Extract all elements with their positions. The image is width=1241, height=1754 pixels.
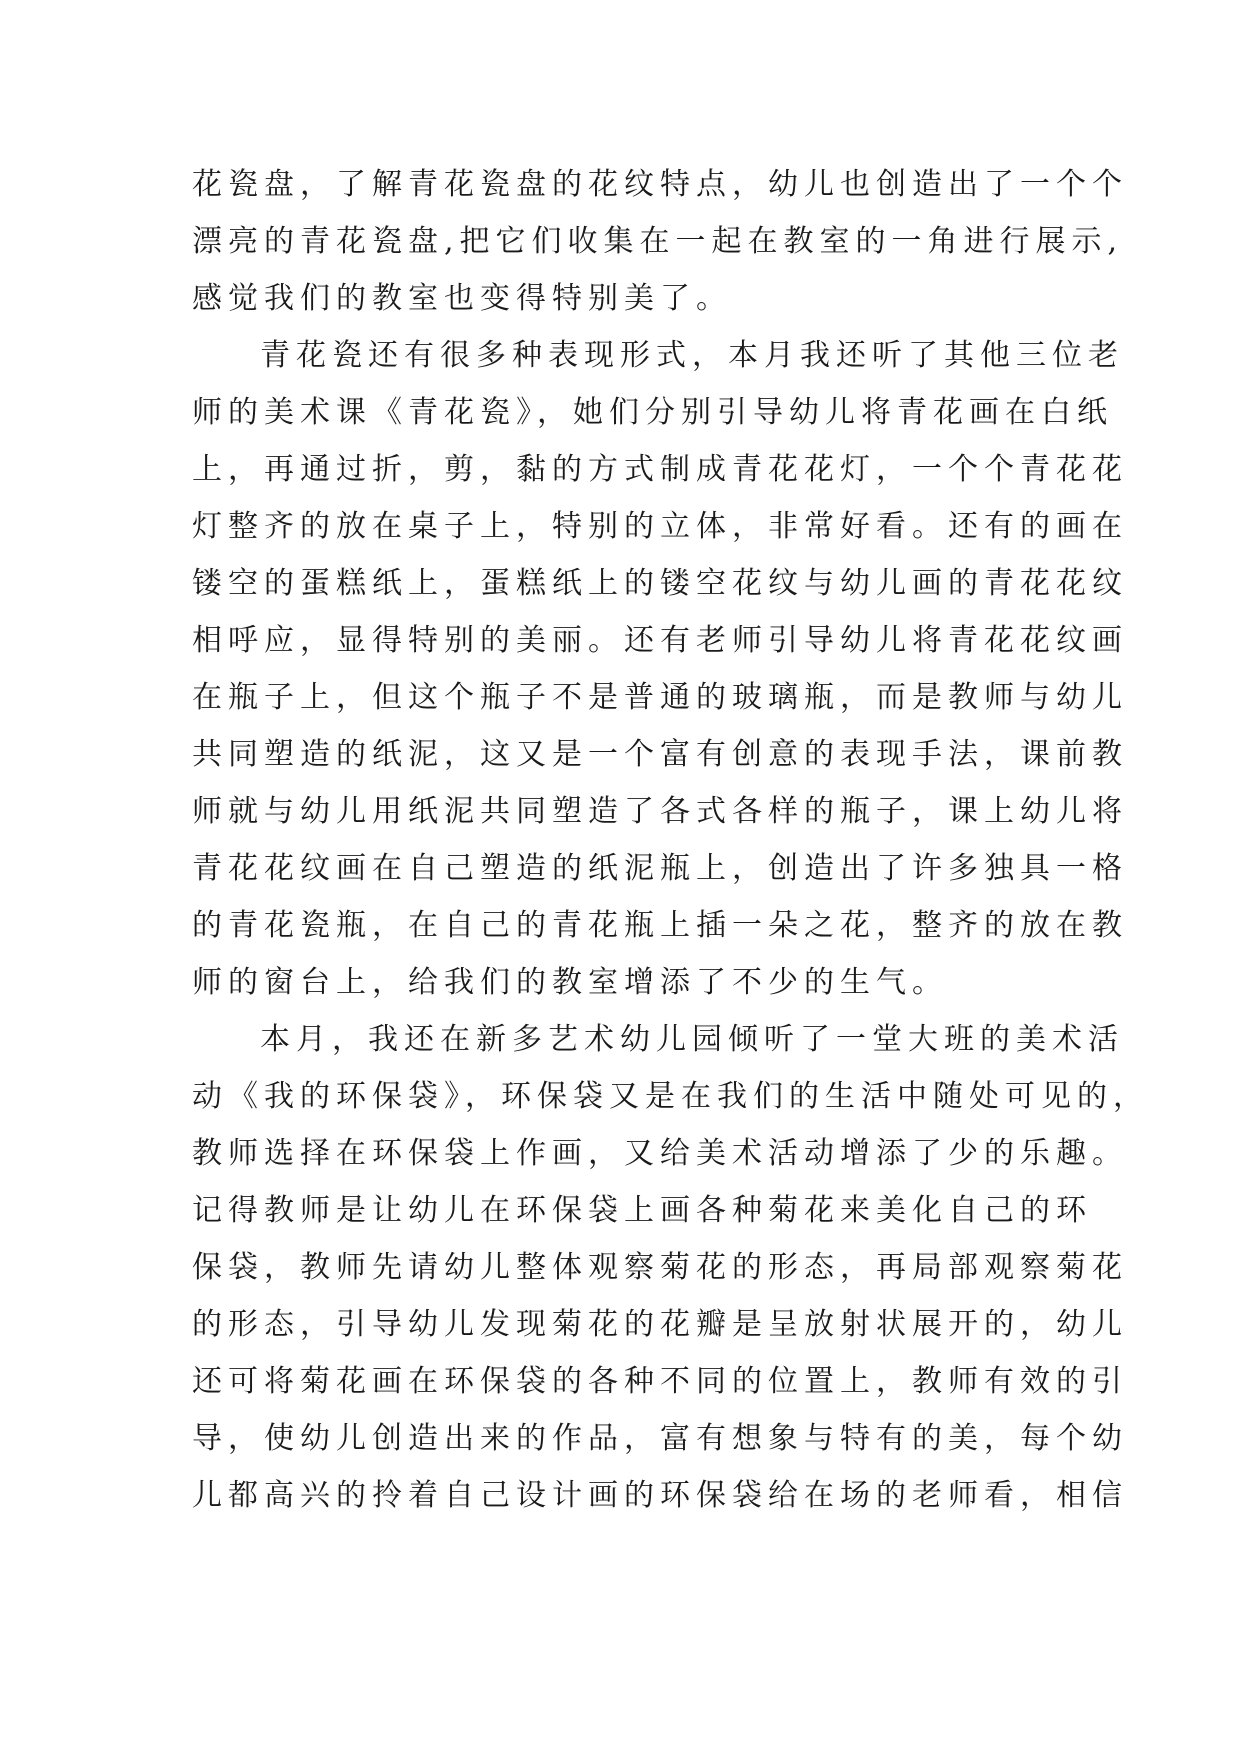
text-line: 还可将菊花画在环保袋的各种不同的位置上，教师有效的引 [192,1364,1128,1399]
text-line: 灯整齐的放在桌子上，特别的立体，非常好看。还有的画在 [192,509,1128,544]
text-line: 青花花纹画在自己塑造的纸泥瓶上，创造出了许多独具一格 [192,851,1128,886]
body-text [192,156,1149,1524]
text-line: 漂亮的青花瓷盘,把它们收集在一起在教室的一角进行展示, [192,224,1124,259]
text-line: 的青花瓷瓶，在自己的青花瓶上插一朵之花，整齐的放在教 [192,908,1128,943]
text-line: 共同塑造的纸泥，这又是一个富有创意的表现手法，课前教 [192,737,1128,772]
text-line: 在瓶子上，但这个瓶子不是普通的玻璃瓶，而是教师与幼儿 [192,680,1128,715]
text-line: 保袋，教师先请幼儿整体观察菊花的形态，再局部观察菊花 [192,1250,1128,1285]
text-line: 教师选择在环保袋上作画，又给美术活动增添了少的乐趣。 [192,1136,1128,1171]
text-line: 感觉我们的教室也变得特别美了。 [192,281,732,316]
text-line: 动《我的环保袋》，环保袋又是在我们的生活中随处可见的， [192,1079,1149,1114]
text-line: 的形态，引导幼儿发现菊花的花瓣是呈放射状展开的，幼儿 [192,1307,1128,1342]
text-line: 师就与幼儿用纸泥共同塑造了各式各样的瓶子，课上幼儿将 [192,794,1128,829]
text-line: 导，使幼儿创造出来的作品，富有想象与特有的美，每个幼 [192,1421,1128,1456]
text-line: 师的窗台上，给我们的教室增添了不少的生气。 [192,965,948,1000]
paragraph-start-line: 本月，我还在新多艺术幼儿园倾听了一堂大班的美术活 [260,1022,1124,1057]
text-line: 相呼应，显得特别的美丽。还有老师引导幼儿将青花花纹画 [192,623,1128,658]
text-line: 儿都高兴的拎着自己设计画的环保袋给在场的老师看，相信 [192,1478,1128,1513]
paragraph-start-line: 青花瓷还有很多种表现形式，本月我还听了其他三位老 [260,338,1124,373]
text-line: 镂空的蛋糕纸上，蛋糕纸上的镂空花纹与幼儿画的青花花纹 [192,566,1128,601]
text-line: 上，再通过折，剪，黏的方式制成青花花灯，一个个青花花 [192,452,1128,487]
text-line: 师的美术课《青花瓷》，她们分别引导幼儿将青花画在白纸 [192,395,1113,430]
text-line: 花瓷盘，了解青花瓷盘的花纹特点，幼儿也创造出了一个个 [192,167,1128,202]
text-line: 记得教师是让幼儿在环保袋上画各种菊花来美化自己的环 [192,1193,1092,1228]
